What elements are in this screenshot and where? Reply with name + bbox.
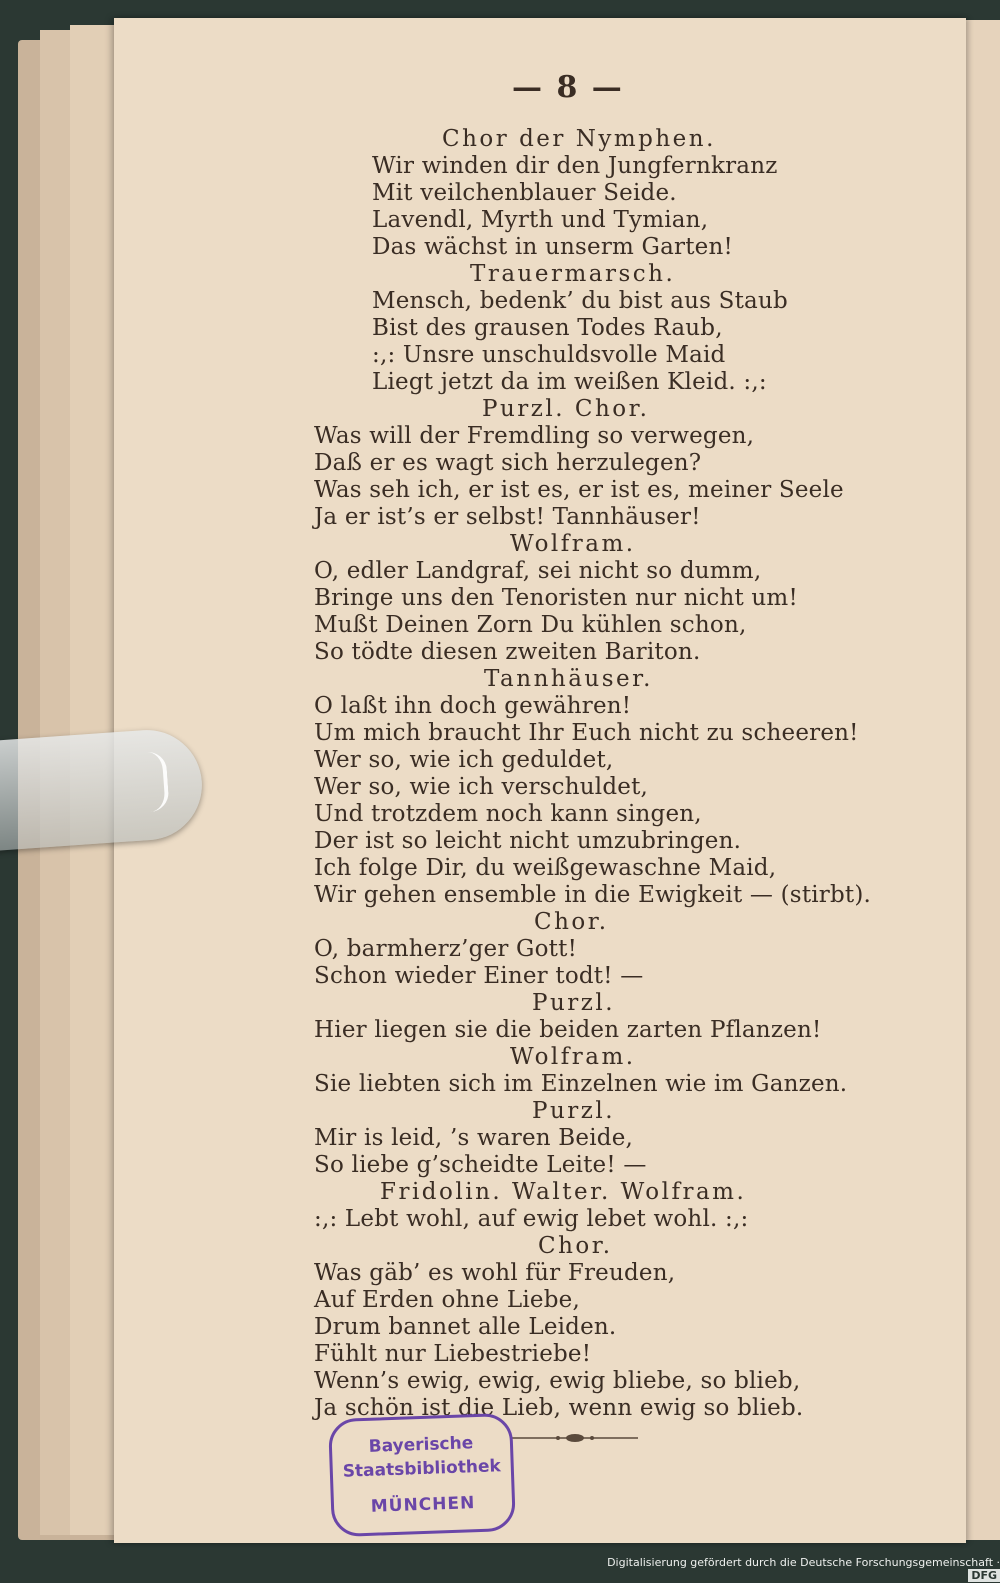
text-line: Hier liegen sie die beiden zarten Pflanzen! [314, 1017, 822, 1043]
text-line: O, edler Landgraf, sei nicht so dumm, [314, 558, 762, 584]
text-line: Lavendl, Myrth und Tymian, [372, 207, 709, 233]
text-line: O, barmherz’ger Gott! [314, 936, 578, 962]
text-line: So liebe g’scheidte Leite! — [314, 1152, 647, 1178]
text-line: Wer so, wie ich verschuldet, [314, 774, 649, 800]
heading: Fridolin. Walter. Wolfram. [380, 1179, 747, 1205]
text-line: Wir winden dir den Jungfernkranz [372, 153, 778, 179]
heading: Purzl. [532, 1098, 616, 1124]
heading: Wolfram. [510, 1044, 636, 1070]
ornament-divider [510, 1428, 640, 1448]
text-line: Mit veilchenblauer Seide. [372, 180, 677, 206]
text-line: Ja er ist’s er selbst! Tannhäuser! [314, 504, 701, 530]
dfg-logo: DFG [968, 1569, 1000, 1582]
text-line: :,: Lebt wohl, auf ewig lebet wohl. :,: [314, 1206, 749, 1232]
text-line: Und trotzdem noch kann singen, [314, 801, 702, 827]
text-line: Mußt Deinen Zorn Du kühlen schon, [314, 612, 747, 638]
text-line: Bringe uns den Tenoristen nur nicht um! [314, 585, 798, 611]
text-line: Was seh ich, er ist es, er ist es, meiner Seele [314, 477, 844, 503]
stamp-line: Staatsbibliothek [342, 1456, 502, 1482]
digitization-credit [600, 1556, 1000, 1582]
text-line: Sie liebten sich im Einzelnen wie im Ganzen. [314, 1071, 848, 1097]
heading: Purzl. [532, 990, 616, 1016]
credit-text: Digitalisierung gefördert durch die Deutsche Forschungsgemeinschaft · [607, 1556, 1000, 1569]
text-line: Was will der Fremdling so verwegen, [314, 423, 755, 449]
text-line: Wir gehen ensemble in die Ewigkeit — (stirbt). [314, 882, 872, 908]
heading: Trauermarsch. [470, 261, 676, 287]
glass-highlight [128, 751, 170, 814]
text-line: Was gäb’ es wohl für Freuden, [314, 1260, 676, 1286]
text-line: Schon wieder Einer todt! — [314, 963, 644, 989]
text-line: Daß er es wagt sich herzulegen? [314, 450, 702, 476]
heading: Tannhäuser. [484, 666, 653, 692]
text-line: Der ist so leicht nicht umzubringen. [314, 828, 742, 854]
text-line: Wenn’s ewig, ewig, ewig bliebe, so blieb, [314, 1368, 801, 1394]
text-line: Mensch, bedenk’ du bist aus Staub [372, 288, 788, 314]
book-page [114, 18, 966, 1543]
text-line: :,: Unsre unschuldsvolle Maid [372, 342, 726, 368]
text-line: Mir is leid, ’s waren Beide, [314, 1125, 634, 1151]
heading: Chor der Nymphen. [442, 126, 716, 152]
text-line: Auf Erden ohne Liebe, [314, 1287, 580, 1313]
text-line: Um mich braucht Ihr Euch nicht zu scheeren! [314, 720, 859, 746]
text-line: Ich folge Dir, du weißgewaschne Maid, [314, 855, 777, 881]
stamp-line: Bayerische [368, 1433, 474, 1457]
heading: Chor. [538, 1233, 613, 1259]
heading: Chor. [534, 909, 609, 935]
text-line: So tödte diesen zweiten Bariton. [314, 639, 701, 665]
heading: Purzl. Chor. [482, 396, 650, 422]
text-line: Bist des grausen Todes Raub, [372, 315, 723, 341]
heading: Wolfram. [510, 531, 636, 557]
text-line: Ja schön ist die Lieb, wenn ewig so blieb. [314, 1395, 804, 1421]
text-line: Wer so, wie ich geduldet, [314, 747, 614, 773]
library-stamp [328, 1413, 516, 1537]
page-number: — 8 — [512, 70, 624, 105]
text-line: Fühlt nur Liebestriebe! [314, 1341, 592, 1367]
text-line: Das wächst in unserm Garten! [372, 234, 733, 260]
text-line: Drum bannet alle Leiden. [314, 1314, 617, 1340]
stamp-line: MÜNCHEN [370, 1493, 476, 1517]
text-line: O laßt ihn doch gewähren! [314, 693, 632, 719]
text-line: Liegt jetzt da im weißen Kleid. :,: [372, 369, 767, 395]
